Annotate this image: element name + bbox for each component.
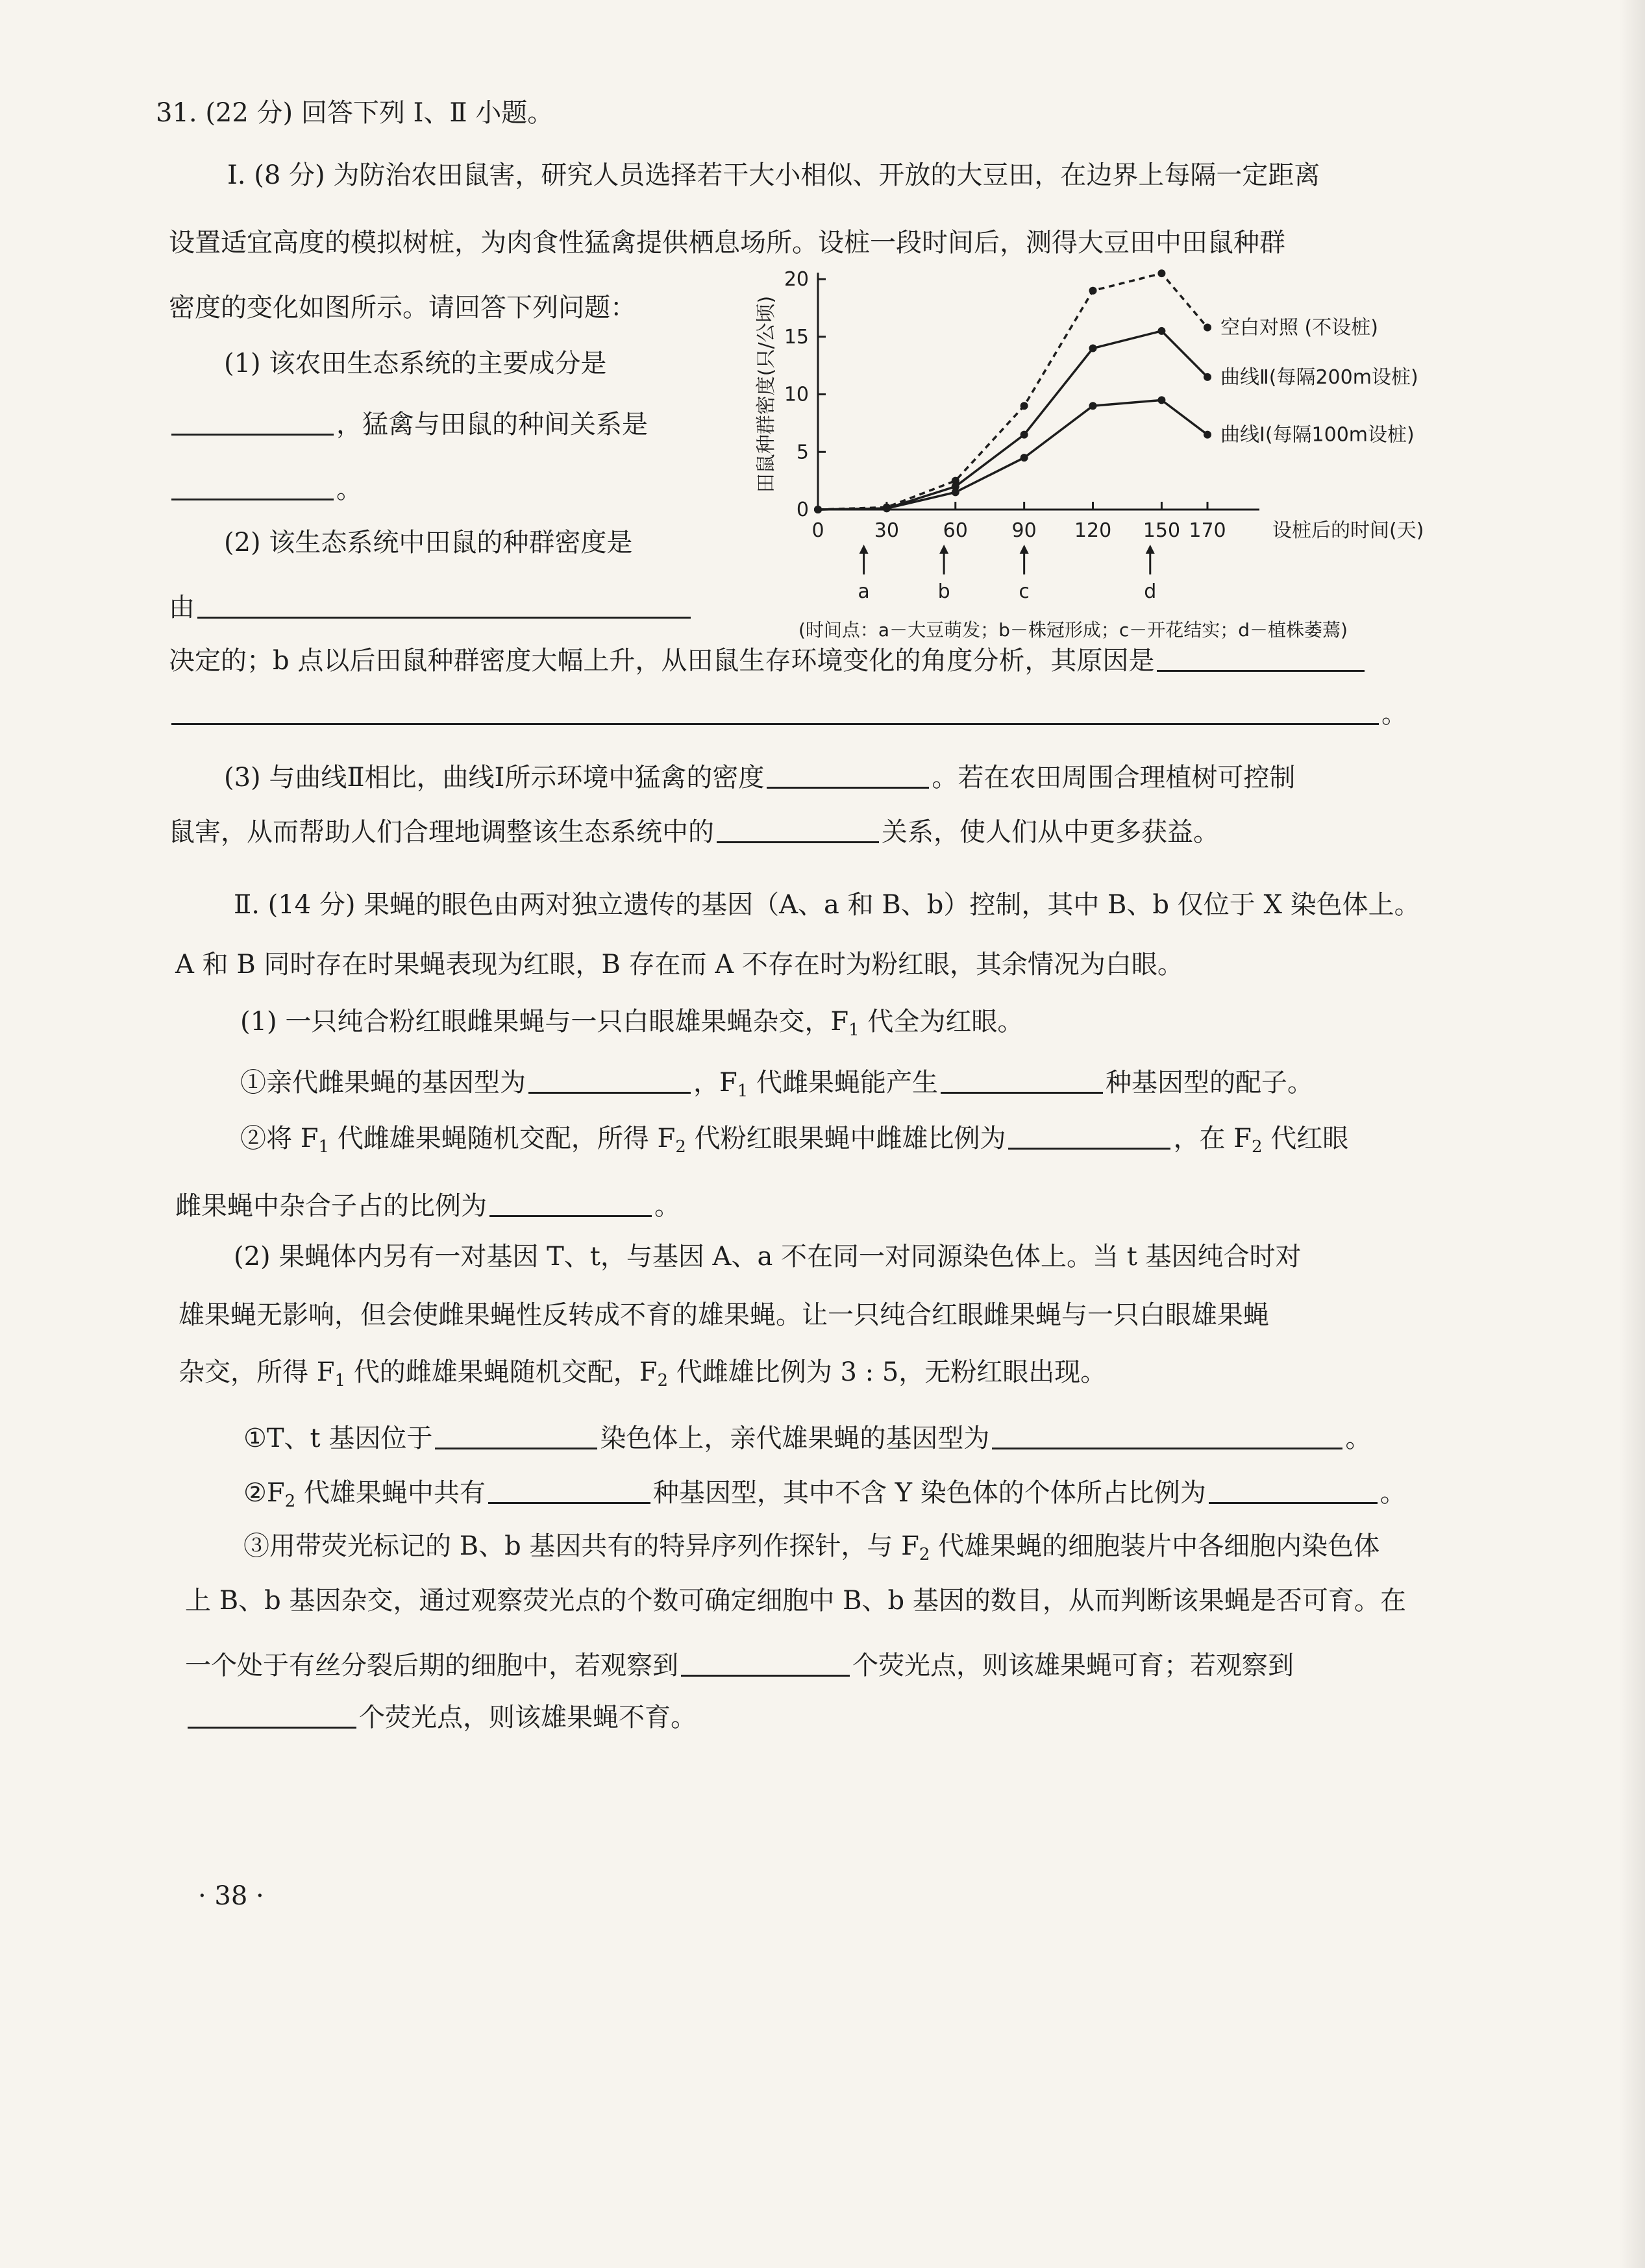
timepoint-label: a xyxy=(858,580,870,603)
y-tick-label: 20 xyxy=(784,268,809,291)
part2-q2a-line: ①T、t 基因位于 染色体上，亲代雄果蝇的基因型为 。 xyxy=(243,1420,1371,1457)
data-point xyxy=(1204,373,1211,381)
data-point xyxy=(1020,454,1028,462)
data-point xyxy=(1020,402,1028,410)
legend-label: 曲线Ⅱ(每隔200m设桩) xyxy=(1220,365,1418,389)
scan-edge-shadow xyxy=(1619,0,1645,2268)
part1-intro-line-2: 设置适宜高度的模拟树桩，为肉食性猛禽提供栖息场所。设桩一段时间后，测得大豆田中田鼠种群 xyxy=(169,228,1285,258)
data-point xyxy=(1089,287,1097,295)
answer-blank[interactable] xyxy=(435,1422,597,1449)
part2-q1-line: (1) 一只纯合粉红眼雌果蝇与一只白眼雄果蝇杂交，$F_1$ 代全为红眼。 xyxy=(240,1007,1024,1040)
data-point xyxy=(1020,431,1028,439)
answer-blank[interactable] xyxy=(171,408,334,436)
timepoint-arrowhead xyxy=(939,545,948,554)
answer-blank[interactable] xyxy=(188,1701,356,1729)
part1-intro-line-3: 密度的变化如图所示。请回答下列问题： xyxy=(169,293,636,323)
answer-blank[interactable] xyxy=(197,591,691,619)
answer-blank[interactable] xyxy=(528,1066,691,1094)
series-line xyxy=(818,273,1207,510)
legend-label: 空白对照 (不设桩) xyxy=(1220,316,1378,339)
part1-q1-line-3: 。 xyxy=(169,471,362,508)
part2-q2c-line-2: 上 B、b 基因杂交，通过观察荧光点的个数可确定细胞中 B、b 基因的数目，从而判断该果蝇是否可育。在 xyxy=(185,1586,1406,1616)
part1-q3-line-1: (3) 与曲线Ⅱ相比，曲线Ⅰ所示环境中猛禽的密度 。若在农田周围合理植树可控制 xyxy=(224,759,1295,796)
answer-blank[interactable] xyxy=(489,1189,652,1217)
answer-blank[interactable] xyxy=(171,473,334,500)
part2-q2c-line-1: ③用带荧光标记的 B、b 基因共有的特异序列作探针，与 $F_2$ 代雄果蝇的细胞装片中各细胞内染色体 xyxy=(243,1531,1380,1564)
data-point xyxy=(1089,402,1097,410)
population-density-chart xyxy=(714,260,1480,641)
data-point xyxy=(1157,269,1165,277)
x-tick-label: 60 xyxy=(943,519,968,542)
timepoint-arrowhead xyxy=(1020,545,1029,554)
timepoint-label: c xyxy=(1019,580,1030,603)
answer-blank[interactable] xyxy=(941,1066,1103,1094)
chart-series xyxy=(814,269,1211,513)
y-tick-label: 0 xyxy=(796,499,809,521)
x-tick-label: 120 xyxy=(1074,519,1112,542)
part2-q2c-line-4: 个荧光点，则该雄果蝇不育。 xyxy=(185,1699,697,1736)
answer-blank[interactable] xyxy=(488,1476,650,1504)
part2-q1a-line: ①亲代雌果蝇的基因型为 ，$F_1$ 代雌果蝇能产生 种基因型的配子。 xyxy=(240,1065,1313,1109)
legend-label: 曲线Ⅰ(每隔100m设桩) xyxy=(1220,423,1415,447)
answer-blank[interactable] xyxy=(767,761,929,789)
answer-blank[interactable] xyxy=(1157,644,1365,672)
timepoint-arrowhead xyxy=(1146,545,1155,554)
part1-q1-line-2: ，猛禽与田鼠的种间关系是 xyxy=(169,406,648,443)
part2-q2-line-3: 杂交，所得 $F_1$ 代的雌雄果蝇随机交配，$F_2$ 代雌雄比例为 3 : 5，无粉红眼出现。 xyxy=(179,1357,1107,1390)
answer-blank[interactable] xyxy=(1209,1476,1378,1504)
y-tick-label: 10 xyxy=(784,383,809,406)
answer-blank[interactable] xyxy=(171,697,1379,725)
part2-q2b-line: $②F_2$ 代雄果蝇中共有 种基因型，其中不含 Y 染色体的个体所占比例为 。 xyxy=(243,1475,1406,1520)
chart-legend xyxy=(1220,317,1418,447)
answer-blank[interactable] xyxy=(681,1649,850,1677)
part1-q3-line-2: 鼠害，从而帮助人们合理地调整该生态系统中的 关系，使人们从中更多获益。 xyxy=(169,814,1219,850)
x-tick-label: 150 xyxy=(1143,519,1181,542)
part1-intro-line-1: Ⅰ. (8 分) 为防治农田鼠害，研究人员选择若干大小相似、开放的大豆田，在边界上每隔一定距离 xyxy=(227,160,1320,190)
timepoint-label: b xyxy=(937,580,950,603)
data-point xyxy=(883,504,891,512)
chart-caption: (时间点：a－大豆萌发；b－株冠形成；c－开花结实；d－植株萎蔫) xyxy=(798,619,1348,641)
part2-intro-line-2: A 和 B 同时存在时果蝇表现为红眼，B 存在而 A 不存在时为粉红眼，其余情况为白眼。 xyxy=(175,950,1183,980)
data-point xyxy=(1157,396,1165,404)
part1-q2-line-1: (2) 该生态系统中田鼠的种群密度是 xyxy=(224,528,633,558)
chart-timepoints xyxy=(858,545,1156,603)
question-header: 31. (22 分) 回答下列 Ⅰ、Ⅱ 小题。 xyxy=(156,98,554,128)
series-line xyxy=(818,400,1207,510)
y-tick-label: 5 xyxy=(796,441,809,464)
data-point xyxy=(1157,327,1165,335)
x-tick-label: 0 xyxy=(811,519,824,542)
data-point xyxy=(952,488,959,496)
chart-xlabel: 设桩后的时间(天) xyxy=(1272,519,1424,542)
data-point xyxy=(1204,324,1211,332)
y-tick-label: 15 xyxy=(784,325,809,349)
part1-q2-line-2: 由 xyxy=(169,589,693,626)
answer-blank[interactable] xyxy=(717,815,879,843)
answer-blank[interactable] xyxy=(1008,1122,1170,1150)
part1-q2-line-4: 。 xyxy=(169,696,1407,732)
data-point xyxy=(1204,431,1211,439)
x-tick-label: 90 xyxy=(1011,519,1037,542)
chart-ylabel: 田鼠种群密度(只/公顷) xyxy=(755,295,778,493)
series-line xyxy=(818,331,1207,510)
part1-q1-line-1: (1) 该农田生态系统的主要成分是 xyxy=(224,349,607,378)
answer-blank[interactable] xyxy=(992,1422,1342,1449)
part2-q2-line-1: (2) 果蝇体内另有一对基因 T、t，与基因 A、a 不在同一对同源染色体上。当 t 基因纯合时对 xyxy=(234,1242,1302,1272)
data-point xyxy=(814,506,822,513)
part1-q2-line-3: 决定的；b 点以后田鼠种群密度大幅上升，从田鼠生存环境变化的角度分析，其原因是 xyxy=(169,643,1367,679)
page-number: · 38 · xyxy=(198,1881,264,1911)
x-tick-label: 170 xyxy=(1189,519,1226,542)
part2-q2c-line-3: 一个处于有丝分裂后期的细胞中，若观察到 个荧光点，则该雄果蝇可育；若观察到 xyxy=(185,1647,1294,1684)
chart-ticks xyxy=(784,268,1226,542)
timepoint-arrowhead xyxy=(860,545,869,554)
part2-intro-line-1: Ⅱ. (14 分) 果蝇的眼色由两对独立遗传的基因（A、a 和 B、b）控制，其中 B、b 仅位于 X 染色体上。 xyxy=(234,890,1420,920)
chart-axes xyxy=(818,273,1259,510)
timepoint-label: d xyxy=(1144,580,1157,603)
part2-q1b-line-1: ②将 $F_1$ 代雌雄果蝇随机交配，所得 $F_2$ 代粉红眼果蝇中雌雄比例为 ，在 $F_2$ 代红眼 xyxy=(240,1120,1348,1165)
part2-q1b-line-2: 雌果蝇中杂合子占的比例为 。 xyxy=(175,1188,680,1224)
data-point xyxy=(1089,345,1097,352)
x-tick-label: 30 xyxy=(874,519,899,542)
part2-q2-line-2: 雄果蝇无影响，但会使雌果蝇性反转成不育的雄果蝇。让一只纯合红眼雌果蝇与一只白眼雄果蝇 xyxy=(179,1300,1269,1330)
